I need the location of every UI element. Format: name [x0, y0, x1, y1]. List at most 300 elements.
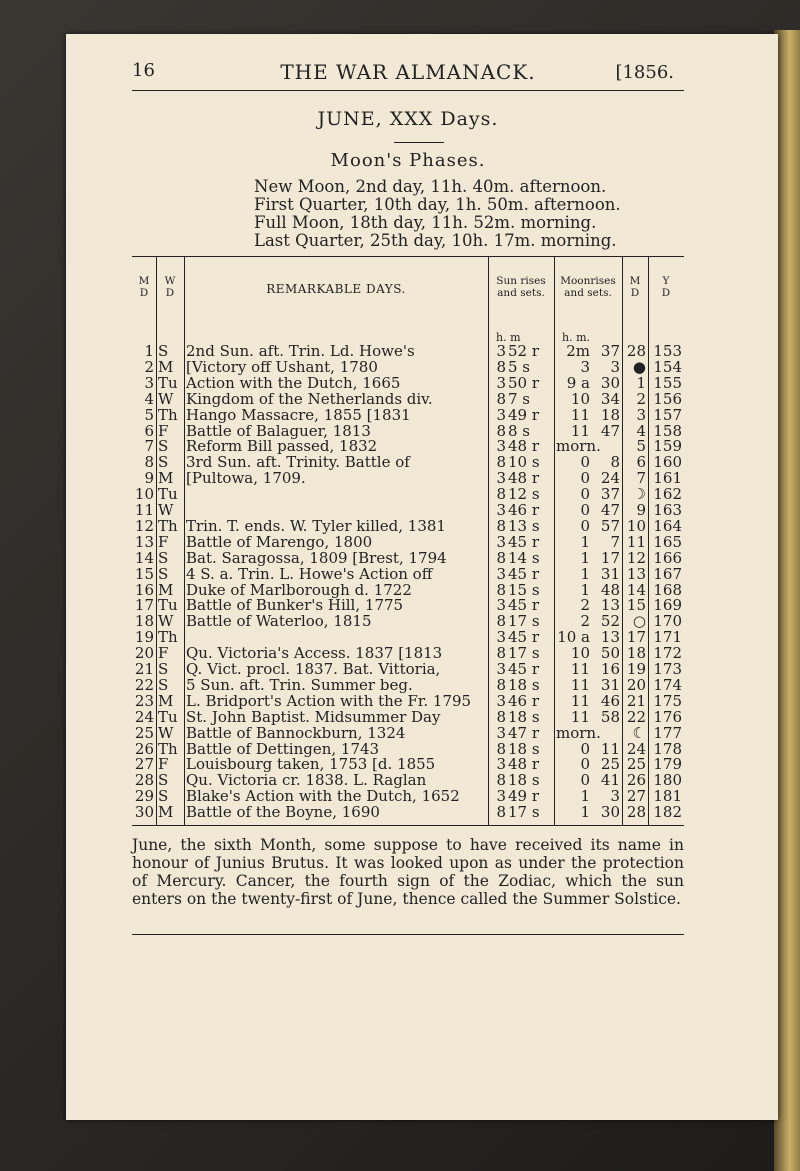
cell-sun-minute: 12 s	[508, 485, 540, 504]
cell-month-day: 25	[134, 723, 154, 742]
cell-sun-minute: 46 r	[508, 501, 540, 519]
cell-remarkable: Kingdom of the Netherlands div.	[186, 389, 433, 408]
cell-sun-minute: 45 r	[508, 628, 540, 647]
cell-sun-hour: 3	[496, 787, 506, 806]
running-header	[132, 56, 684, 86]
cell-year-day: 154	[653, 357, 682, 376]
cell-week-day: M	[158, 803, 174, 822]
cell-moon-hour: 0	[580, 469, 590, 488]
cell-month-day: 12	[134, 516, 154, 535]
cell-moon-minute: 16	[600, 660, 620, 678]
cell-moon-minute: 3	[610, 357, 620, 376]
cell-week-day: M	[158, 580, 174, 599]
cell-moon-minute: 47	[600, 501, 620, 519]
cell-sun-minute: 17 s	[508, 644, 540, 663]
year-label: [1856.	[615, 62, 674, 83]
header-month-day	[132, 275, 156, 299]
cell-sun-hour: 8	[496, 453, 506, 472]
cell-sun-minute: 49 r	[508, 787, 540, 806]
cell-moon-age: 21	[626, 691, 646, 710]
cell-sun-minute: 45 r	[508, 564, 540, 583]
cell-month-day: 11	[134, 501, 154, 519]
cell-moon-age: 28	[626, 803, 646, 822]
cell-moon-age: 1	[636, 373, 646, 392]
cell-month-day: 13	[134, 532, 154, 551]
cell-moon-hour: 0	[580, 453, 590, 472]
cell-month-day: 26	[134, 739, 154, 758]
cell-moon-hour: 1	[580, 532, 590, 551]
cell-moon-minute: 34	[600, 389, 620, 408]
calendar-table	[132, 256, 684, 826]
cell-moon-minute: 31	[600, 675, 620, 694]
cell-sun-minute: 48 r	[508, 469, 540, 488]
cell-sun-minute: 48 r	[508, 755, 540, 774]
cell-year-day: 153	[653, 342, 682, 360]
cell-moon-hour: 2	[580, 612, 590, 631]
cell-remarkable: 3rd Sun. aft. Trinity. Battle of	[186, 453, 410, 472]
cell-moon-minute: 37	[600, 342, 620, 360]
cell-moon-age: 2	[636, 389, 646, 408]
cell-week-day: Tu	[158, 707, 178, 726]
cell-year-day: 160	[653, 453, 682, 472]
header-sun-top: Sun rises	[496, 275, 546, 287]
cell-sun-hour: 3	[496, 532, 506, 551]
cell-remarkable: Trin. T. ends. W. Tyler killed, 1381	[186, 516, 446, 535]
cell-week-day: F	[158, 755, 169, 774]
cell-moon-hour: 11	[570, 691, 590, 710]
cell-week-day: S	[158, 787, 169, 806]
cell-sun-minute: 18 s	[508, 675, 540, 694]
moon-units: h. m.	[562, 331, 591, 344]
cell-year-day: 158	[653, 421, 682, 440]
cell-moon-age: 12	[626, 548, 646, 567]
cell-sun-hour: 8	[496, 644, 506, 663]
cell-week-day: F	[158, 644, 169, 663]
cell-sun-hour: 3	[496, 373, 506, 392]
cell-moon-hour: 1	[580, 548, 590, 567]
cell-week-day: W	[158, 612, 174, 631]
cell-year-day: 155	[653, 373, 682, 392]
cell-year-day: 171	[653, 628, 682, 647]
cell-remarkable: Battle of Balaguer, 1813	[186, 421, 371, 440]
cell-moon-minute: 11	[600, 739, 620, 758]
cell-week-day: W	[158, 723, 174, 742]
cell-moon-minute: 25	[600, 755, 620, 774]
cell-remarkable: Blake's Action with the Dutch, 1652	[186, 787, 460, 806]
cell-moon-minute: 50	[600, 644, 620, 663]
cell-moon-minute: 58	[600, 707, 620, 726]
cell-moon-age: 7	[636, 469, 646, 488]
cell-sun-hour: 3	[496, 723, 506, 742]
cell-moon-age: 5	[636, 437, 646, 456]
cell-year-day: 179	[653, 755, 682, 774]
cell-moon-minute: 8	[610, 453, 620, 472]
cell-sun-minute: 17 s	[508, 803, 540, 822]
cell-moon-hour: 1	[580, 803, 590, 822]
cell-remarkable: Qu. Victoria cr. 1838. L. Raglan	[186, 771, 427, 790]
cell-moon-hour: 11	[570, 405, 590, 424]
cell-month-day: 6	[144, 421, 154, 440]
cell-moon-minute: 24	[600, 469, 620, 488]
cell-week-day: F	[158, 532, 169, 551]
cell-moon-minute: 13	[600, 596, 620, 615]
cell-moon-age: ☽	[632, 485, 646, 504]
cell-moon-hour: morn.	[556, 723, 601, 742]
cell-week-day: S	[158, 660, 169, 678]
cell-sun-minute: 18 s	[508, 771, 540, 790]
cell-sun-hour: 3	[496, 501, 506, 519]
cell-sun-hour: 8	[496, 548, 506, 567]
cell-moon-age: 27	[626, 787, 646, 806]
phase-full-moon: Full Moon, 18th day, 11h. 52m. morning.	[254, 213, 597, 232]
cell-year-day: 177	[653, 723, 682, 742]
cell-sun-hour: 3	[496, 405, 506, 424]
cell-sun-minute: 45 r	[508, 660, 540, 678]
cell-moon-age: 13	[626, 564, 646, 583]
cell-remarkable: L. Bridport's Action with the Fr. 1795	[186, 691, 472, 710]
cell-week-day: Tu	[158, 596, 178, 615]
cell-moon-hour: 11	[570, 660, 590, 678]
cell-month-day: 5	[144, 405, 154, 424]
cell-month-day: 24	[134, 707, 154, 726]
cell-moon-hour: 11	[570, 421, 590, 440]
cell-moon-hour: 0	[580, 516, 590, 535]
cell-remarkable: Action with the Dutch, 1665	[186, 373, 401, 392]
cell-remarkable: St. John Baptist. Midsummer Day	[186, 707, 441, 726]
cell-sun-hour: 3	[496, 564, 506, 583]
cell-moon-minute: 30	[600, 373, 620, 392]
cell-sun-hour: 8	[496, 803, 506, 822]
cell-week-day: Th	[158, 628, 178, 647]
cell-moon-hour: 3	[580, 357, 590, 376]
cell-year-day: 169	[653, 596, 682, 615]
title-underline	[394, 142, 444, 143]
cell-year-day: 161	[653, 469, 682, 488]
cell-week-day: S	[158, 771, 169, 790]
cell-month-day: 20	[134, 644, 154, 663]
cell-remarkable: Reform Bill passed, 1832	[186, 437, 378, 456]
cell-year-day: 174	[653, 675, 682, 694]
cell-moon-age: 18	[626, 644, 646, 663]
cell-month-day: 9	[144, 469, 154, 488]
cell-month-day: 16	[134, 580, 154, 599]
cell-moon-minute: 17	[600, 548, 620, 567]
cell-week-day: Th	[158, 405, 178, 424]
cell-moon-hour: 1	[580, 580, 590, 599]
cell-week-day: W	[158, 501, 174, 519]
cell-year-day: 166	[653, 548, 682, 567]
cell-sun-hour: 3	[496, 469, 506, 488]
header-yd-top: Y	[662, 275, 670, 287]
cell-moon-minute: 46	[600, 691, 620, 710]
cell-month-day: 29	[134, 787, 154, 806]
cell-moon-hour: morn.	[556, 437, 601, 456]
cell-moon-age: 4	[636, 421, 646, 440]
cell-moon-hour: 0	[580, 755, 590, 774]
cell-sun-minute: 45 r	[508, 596, 540, 615]
cell-moon-minute: 18	[600, 405, 620, 424]
cell-sun-hour: 3	[496, 342, 506, 360]
cell-year-day: 175	[653, 691, 682, 710]
cell-week-day: W	[158, 389, 174, 408]
cell-sun-minute: 18 s	[508, 739, 540, 758]
cell-week-day: F	[158, 421, 169, 440]
cell-month-day: 28	[134, 771, 154, 790]
cell-moon-age: ☾	[632, 723, 646, 742]
cell-week-day: S	[158, 453, 169, 472]
header-mdd-top: M	[629, 275, 641, 287]
cell-year-day: 164	[653, 516, 682, 535]
cell-sun-hour: 8	[496, 389, 506, 408]
header-rule	[132, 90, 684, 91]
header-wd-bottom: D	[165, 287, 175, 299]
cell-week-day: S	[158, 437, 169, 456]
cell-sun-hour: 8	[496, 771, 506, 790]
cell-moon-hour: 11	[570, 707, 590, 726]
cell-remarkable: 2nd Sun. aft. Trin. Ld. Howe's	[186, 342, 415, 360]
cell-sun-hour: 3	[496, 755, 506, 774]
header-wd-top: W	[164, 275, 176, 287]
cell-moon-minute: 7	[610, 532, 620, 551]
cell-moon-hour: 2m	[566, 342, 590, 360]
cell-week-day: M	[158, 691, 174, 710]
cell-sun-minute: 7 s	[508, 389, 531, 408]
cell-month-day: 15	[134, 564, 154, 583]
cell-month-day: 30	[134, 803, 154, 822]
cell-year-day: 176	[653, 707, 682, 726]
cell-month-day: 27	[134, 755, 154, 774]
cell-moon-age: 3	[636, 405, 646, 424]
cell-moon-age: ○	[632, 612, 646, 631]
header-moon-bottom: and sets.	[564, 287, 612, 299]
cell-month-day: 4	[144, 389, 154, 408]
header-md-top: M	[138, 275, 150, 287]
cell-moon-hour: 9 a	[566, 373, 590, 392]
cell-moon-age: 6	[636, 453, 646, 472]
cell-sun-hour: 3	[496, 437, 506, 456]
cell-week-day: Th	[158, 516, 178, 535]
cell-sun-minute: 48 r	[508, 437, 540, 456]
cell-sun-hour: 8	[496, 485, 506, 504]
cell-remarkable: Battle of Waterloo, 1815	[186, 612, 372, 631]
cell-moon-age: 10	[626, 516, 646, 535]
month-title: JUNE, XXX Days.	[317, 108, 499, 130]
cell-moon-hour: 2	[580, 596, 590, 615]
cell-sun-hour: 8	[496, 516, 506, 535]
cell-year-day: 178	[653, 739, 682, 758]
cell-moon-age: ●	[632, 357, 646, 376]
cell-moon-age: 20	[626, 675, 646, 694]
cell-month-day: 22	[134, 675, 154, 694]
header-week-day	[156, 275, 184, 299]
table-row	[132, 802, 684, 822]
cell-week-day: S	[158, 675, 169, 694]
cell-sun-minute: 18 s	[508, 707, 540, 726]
cell-month-day: 3	[144, 373, 154, 392]
cell-month-day: 14	[134, 548, 154, 567]
cell-remarkable: Battle of Bannockburn, 1324	[186, 723, 406, 742]
cell-sun-hour: 8	[496, 580, 506, 599]
cell-moon-hour: 1	[580, 564, 590, 583]
cell-year-day: 162	[653, 485, 682, 504]
header-sun-bottom: and sets.	[497, 287, 545, 299]
cell-remarkable: Louisbourg taken, 1753 [d. 1855	[186, 755, 436, 774]
cell-moon-age: 25	[626, 755, 646, 774]
cell-sun-minute: 10 s	[508, 453, 540, 472]
cell-year-day: 181	[653, 787, 682, 806]
cell-remarkable: 4 S. a. Trin. L. Howe's Action off	[186, 564, 433, 583]
cell-week-day: Tu	[158, 485, 178, 504]
cell-moon-age: 19	[626, 660, 646, 678]
cell-year-day: 167	[653, 564, 682, 583]
cell-remarkable: Battle of Dettingen, 1743	[186, 739, 380, 758]
cell-year-day: 159	[653, 437, 682, 456]
cell-moon-hour: 10 a	[557, 628, 590, 647]
header-sun	[488, 275, 554, 299]
cell-moon-minute: 47	[600, 421, 620, 440]
cell-remarkable: Battle of Bunker's Hill, 1775	[186, 596, 404, 615]
cell-month-day: 17	[134, 596, 154, 615]
cell-moon-age: 24	[626, 739, 646, 758]
cell-moon-hour: 0	[580, 771, 590, 790]
cell-year-day: 180	[653, 771, 682, 790]
cell-moon-age: 28	[626, 342, 646, 360]
cell-month-day: 18	[134, 612, 154, 631]
cell-moon-minute: 13	[600, 628, 620, 647]
cell-year-day: 168	[653, 580, 682, 599]
cell-sun-hour: 8	[496, 707, 506, 726]
header-mdd-bottom: D	[630, 287, 640, 299]
cell-year-day: 165	[653, 532, 682, 551]
cell-sun-minute: 50 r	[508, 373, 540, 392]
cell-year-day: 163	[653, 501, 682, 519]
header-moon-day	[622, 275, 648, 299]
cell-sun-minute: 46 r	[508, 691, 540, 710]
cell-moon-age: 15	[626, 596, 646, 615]
cell-week-day: Th	[158, 739, 178, 758]
cell-month-day: 19	[134, 628, 154, 647]
cell-sun-hour: 8	[496, 421, 506, 440]
cell-sun-minute: 52 r	[508, 342, 540, 360]
cell-sun-hour: 3	[496, 660, 506, 678]
cell-week-day: S	[158, 342, 169, 360]
cell-moon-age: 11	[626, 532, 646, 551]
cell-sun-hour: 3	[496, 596, 506, 615]
cell-sun-minute: 45 r	[508, 532, 540, 551]
cell-moon-minute: 57	[600, 516, 620, 535]
cell-moon-minute: 30	[600, 803, 620, 822]
cell-sun-minute: 49 r	[508, 405, 540, 424]
cell-month-day: 7	[144, 437, 154, 456]
cell-moon-hour: 10	[570, 644, 590, 663]
cell-sun-hour: 8	[496, 612, 506, 631]
cell-sun-minute: 15 s	[508, 580, 540, 599]
page-number: 16	[132, 60, 155, 81]
cell-moon-hour: 1	[580, 787, 590, 806]
cell-moon-age: 14	[626, 580, 646, 599]
phase-first-quarter: First Quarter, 10th day, 1h. 50m. afternoon.	[254, 195, 621, 214]
cell-sun-minute: 5 s	[508, 357, 531, 376]
cell-sun-hour: 8	[496, 739, 506, 758]
cell-sun-minute: 14 s	[508, 548, 540, 567]
header-md-bottom: D	[139, 287, 149, 299]
moon-phases-list	[254, 178, 674, 250]
cell-moon-minute: 3	[610, 787, 620, 806]
cell-remarkable: Hango Massacre, 1855 [1831	[186, 405, 411, 424]
cell-week-day: S	[158, 564, 169, 583]
cell-year-day: 173	[653, 660, 682, 678]
cell-moon-hour: 11	[570, 675, 590, 694]
cell-sun-hour: 3	[496, 628, 506, 647]
cell-sun-hour: 3	[496, 691, 506, 710]
header-moon	[554, 275, 622, 299]
cell-remarkable: [Pultowa, 1709.	[186, 469, 306, 488]
running-title: THE WAR ALMANACK.	[280, 60, 536, 84]
cell-week-day: Tu	[158, 373, 178, 392]
cell-moon-minute: 31	[600, 564, 620, 583]
cell-year-day: 156	[653, 389, 682, 408]
cell-year-day: 172	[653, 644, 682, 663]
cell-moon-minute: 41	[600, 771, 620, 790]
cell-moon-hour: 0	[580, 501, 590, 519]
footnote: June, the sixth Month, some suppose to have received its name in honour of Junius Brutus. It was looked upon as under the protection of Mercury. Cancer, the fourth sign of the Zodiac, which the sun enters on the twenty-first of June, thence called the Summer Solstice.	[132, 836, 684, 908]
header-yd-bottom: D	[661, 287, 671, 299]
cell-week-day: M	[158, 357, 174, 376]
header-remarkable-days: REMARKABLE DAYS.	[266, 282, 406, 296]
cell-remarkable: [Victory off Ushant, 1780	[186, 357, 378, 376]
cell-month-day: 21	[134, 660, 154, 678]
cell-remarkable: 5 Sun. aft. Trin. Summer beg.	[186, 675, 413, 694]
cell-sun-hour: 8	[496, 675, 506, 694]
cell-sun-minute: 8 s	[508, 421, 531, 440]
header-moon-top: Moonrises	[560, 275, 616, 287]
cell-remarkable: Duke of Marlborough d. 1722	[186, 580, 412, 599]
cell-sun-minute: 17 s	[508, 612, 540, 631]
phase-last-quarter: Last Quarter, 25th day, 10h. 17m. morning.	[254, 231, 617, 250]
cell-moon-age: 26	[626, 771, 646, 790]
cell-remarkable: Battle of Marengo, 1800	[186, 532, 373, 551]
cell-month-day: 1	[144, 342, 154, 360]
cell-moon-age: 22	[626, 707, 646, 726]
page-content	[132, 56, 684, 1056]
cell-moon-hour: 0	[580, 485, 590, 504]
cell-remarkable: Q. Vict. procl. 1837. Bat. Vittoria,	[186, 660, 441, 678]
header-year-day	[648, 275, 684, 299]
sun-units: h. m	[496, 331, 521, 344]
cell-remarkable: Bat. Saragossa, 1809 [Brest, 1794	[186, 548, 447, 567]
cell-month-day: 2	[144, 357, 154, 376]
cell-moon-hour: 0	[580, 739, 590, 758]
cell-year-day: 170	[653, 612, 682, 631]
footer-rule	[132, 934, 684, 935]
cell-moon-minute: 37	[600, 485, 620, 504]
cell-year-day: 182	[653, 803, 682, 822]
cell-sun-minute: 47 r	[508, 723, 540, 742]
phase-new-moon: New Moon, 2nd day, 11h. 40m. afternoon.	[254, 177, 607, 196]
cell-remarkable: Qu. Victoria's Access. 1837 [1813	[186, 644, 443, 663]
cell-week-day: M	[158, 469, 174, 488]
cell-remarkable: Battle of the Boyne, 1690	[186, 803, 380, 822]
cell-moon-age: 9	[636, 501, 646, 519]
cell-moon-age: 17	[626, 628, 646, 647]
cell-year-day: 157	[653, 405, 682, 424]
cell-moon-minute: 52	[600, 612, 620, 631]
cell-month-day: 10	[134, 485, 154, 504]
cell-moon-hour: 10	[570, 389, 590, 408]
cell-sun-hour: 8	[496, 357, 506, 376]
phases-heading: Moon's Phases.	[330, 150, 486, 171]
cell-week-day: S	[158, 548, 169, 567]
